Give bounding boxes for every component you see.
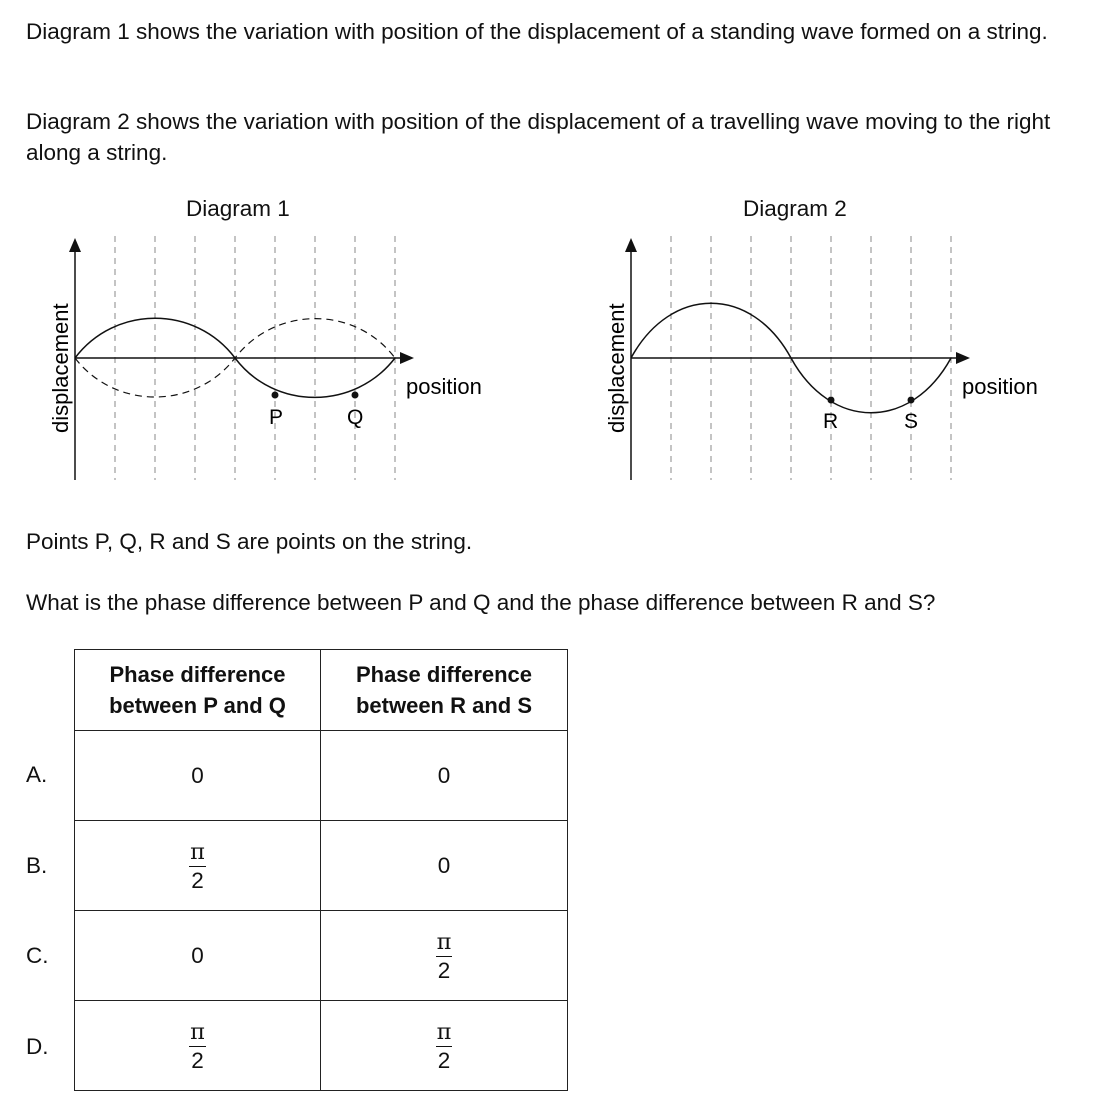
option-c-rs — [321, 911, 568, 1001]
answer-table — [74, 649, 568, 1091]
option-b-rs: 0 — [321, 821, 568, 911]
option-b-pq — [75, 821, 321, 911]
question-paragraph-1: Diagram 1 shows the variation with position of the displacement of a standing wave formed on a string. — [26, 19, 1048, 44]
table-header-row — [75, 650, 568, 731]
fraction-pi-over-2: $\frac{\pi}{2}$ — [190, 838, 205, 893]
point-p-label: P — [269, 406, 284, 429]
diagram-1-title: Diagram 1 — [186, 196, 290, 221]
y-axis-label-diagram-2: displacement — [604, 303, 629, 433]
option-d-row[interactable] — [75, 1001, 568, 1091]
points-statement: Points P, Q, R and S are points on the string. — [26, 529, 473, 554]
header-phase-rs: Phase difference between R and S — [321, 650, 568, 731]
option-d-rs — [321, 1001, 568, 1091]
option-d-letter[interactable]: D. — [26, 1034, 49, 1059]
point-s-marker — [908, 397, 915, 404]
diagram-2-title: Diagram 2 — [743, 196, 847, 221]
header-phase-pq: Phase difference between P and Q — [75, 650, 321, 731]
question-ask: What is the phase difference between P and Q and the phase difference between R and S? — [26, 590, 936, 615]
option-c-pq: 0 — [75, 911, 321, 1001]
x-axis-label-diagram-1: position — [406, 374, 482, 399]
option-a-row[interactable] — [75, 731, 568, 821]
point-s-label: S — [904, 410, 919, 433]
option-b-letter[interactable]: B. — [26, 853, 48, 878]
option-b-row[interactable] — [75, 821, 568, 911]
fraction-pi-over-2: $\frac{\pi}{2}$ — [436, 928, 452, 983]
y-axis-arrow-icon — [625, 238, 637, 252]
point-r-marker — [828, 397, 835, 404]
point-r-label: R — [823, 410, 839, 433]
option-a-rs: 0 — [321, 731, 568, 821]
x-axis-label-diagram-2: position — [962, 374, 1038, 399]
option-d-pq — [75, 1001, 321, 1091]
point-q-label: Q — [347, 406, 364, 429]
option-c-row[interactable] — [75, 911, 568, 1001]
fraction-pi-over-2: $\frac{\pi}{2}$ — [190, 1018, 205, 1073]
diagram-2 — [0, 0, 1116, 520]
option-c-letter[interactable]: C. — [26, 943, 49, 968]
question-paragraph-2: Diagram 2 shows the variation with position of the displacement of a travelling wave moving to the right along a string. — [26, 109, 1051, 165]
x-axis-arrow-icon — [956, 352, 970, 364]
option-a-letter[interactable]: A. — [26, 762, 48, 787]
y-axis-label-diagram-1: displacement — [48, 303, 73, 433]
fraction-pi-over-2: $\frac{\pi}{2}$ — [436, 1018, 452, 1073]
option-a-pq: 0 — [75, 731, 321, 821]
